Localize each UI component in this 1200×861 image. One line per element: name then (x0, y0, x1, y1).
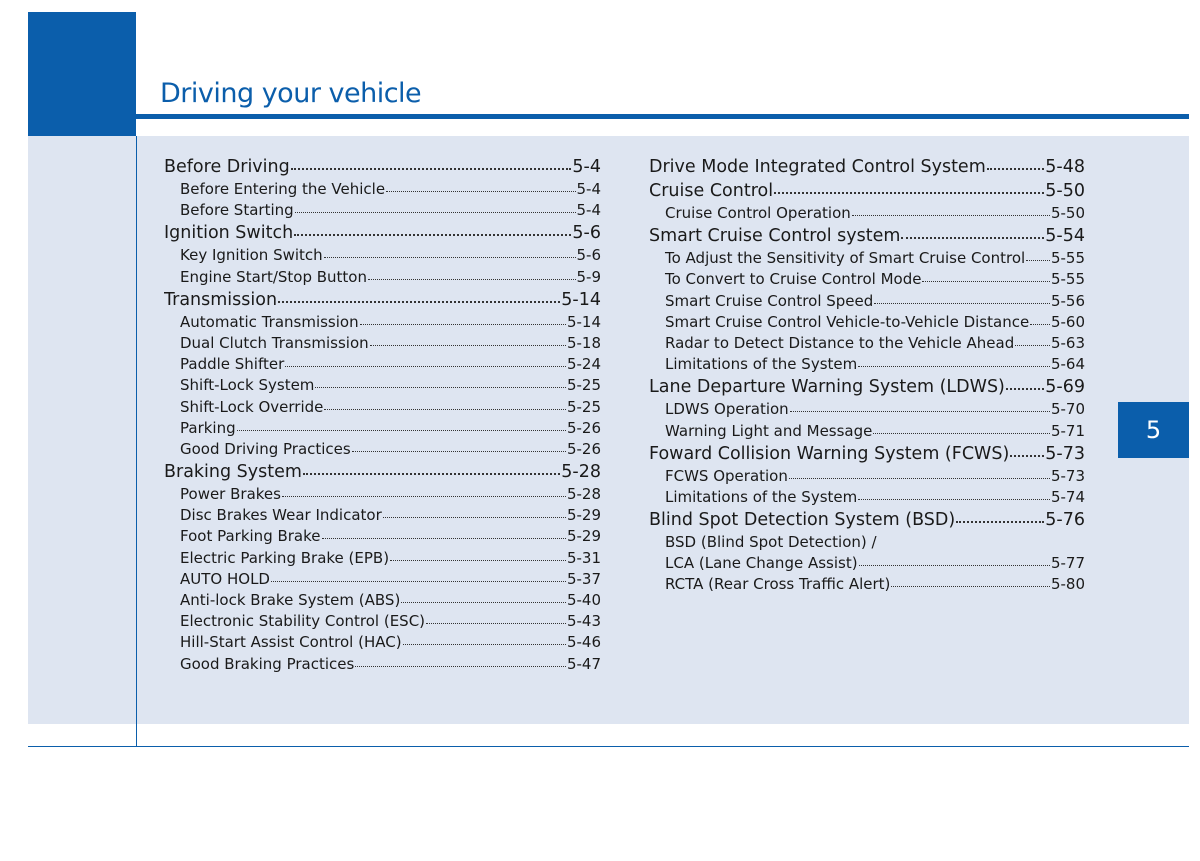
toc-entry-page-number: 5-50 (1050, 204, 1085, 222)
toc-entry-page-number: 5-14 (561, 289, 601, 310)
dot-leader (874, 303, 1050, 304)
toc-entry-page-number: 5-77 (1050, 554, 1085, 573)
dot-leader (922, 281, 1050, 282)
toc-entry-page-number: 5-6 (576, 246, 601, 265)
toc-entry-label: Automatic Transmission (180, 312, 359, 331)
toc-subsection-entry[interactable] (164, 245, 601, 266)
toc-entry-label: Smart Cruise Control Speed (665, 291, 874, 310)
toc-entry-page-number: 5-50 (1045, 181, 1085, 201)
toc-subsection-entry[interactable] (164, 526, 601, 547)
dot-leader (858, 499, 1050, 500)
toc-entry-label: Ignition Switch (164, 223, 294, 244)
toc-subsection-entry[interactable] (164, 654, 601, 675)
toc-entry-label: Transmission (164, 289, 278, 310)
toc-entry-page-number: 5-80 (1050, 575, 1085, 594)
dot-leader (295, 212, 576, 213)
dot-leader (987, 168, 1045, 170)
toc-entry-label: Limitations of the System (665, 487, 858, 506)
toc-entry-page-number: 5-70 (1050, 400, 1085, 419)
toc-subsection-entry[interactable] (649, 399, 1085, 420)
toc-subsection-entry[interactable] (649, 553, 1085, 574)
dot-leader (383, 517, 566, 518)
toc-subsection-entry[interactable] (164, 312, 601, 333)
toc-entry-page-number: 5-28 (561, 462, 601, 483)
toc-entry-page-number: 5-31 (566, 548, 601, 567)
toc-subsection-entry[interactable] (649, 532, 1085, 553)
toc-subsection-entry[interactable] (164, 418, 601, 439)
dot-leader (282, 496, 566, 497)
toc-entry-page-number: 5-25 (566, 397, 601, 416)
toc-subsection-entry[interactable] (649, 574, 1085, 595)
toc-subsection-entry[interactable] (649, 248, 1085, 269)
toc-entry-page-number: 5-55 (1050, 249, 1085, 268)
toc-section-entry[interactable] (649, 224, 1085, 248)
toc-subsection-entry[interactable] (164, 548, 601, 569)
toc-entry-label: AUTO HOLD (180, 569, 270, 588)
toc-entry-label: Warning Light and Message (665, 421, 873, 440)
dot-leader (1026, 260, 1050, 261)
toc-entry-label: Anti-lock Brake System (ABS) (180, 591, 401, 609)
dot-leader (774, 192, 1044, 194)
toc-left-column (164, 155, 601, 675)
dot-leader (401, 602, 566, 603)
dot-leader (1030, 324, 1050, 325)
dot-leader (303, 473, 560, 475)
toc-subsection-entry[interactable] (164, 590, 601, 611)
toc-entry-page-number: 5-73 (1045, 443, 1085, 464)
toc-subsection-entry[interactable] (164, 354, 601, 375)
toc-section-entry[interactable] (649, 508, 1085, 532)
dot-leader (1015, 345, 1050, 346)
toc-subsection-entry[interactable] (164, 632, 601, 653)
toc-entry-page-number: 5-73 (1050, 466, 1085, 485)
toc-entry-label: Good Braking Practices (180, 654, 355, 673)
toc-entry-page-number: 5-29 (566, 506, 601, 525)
toc-entry-page-number: 5-25 (566, 376, 601, 395)
toc-entry-page-number: 5-26 (566, 439, 601, 458)
toc-section-entry[interactable] (164, 288, 601, 312)
toc-section-entry[interactable] (649, 375, 1085, 399)
toc-entry-page-number: 5-24 (566, 355, 601, 374)
dot-leader (278, 301, 560, 303)
footer-divider (28, 746, 1189, 747)
toc-subsection-entry[interactable] (649, 421, 1085, 442)
toc-entry-label: Disc Brakes Wear Indicator (180, 506, 382, 525)
toc-entry-page-number: 5-29 (566, 527, 601, 546)
chapter-tab[interactable]: 5 (1118, 402, 1189, 458)
toc-subsection-entry[interactable] (649, 269, 1085, 290)
toc-entry-page-number: 5-56 (1050, 291, 1085, 310)
toc-subsection-entry[interactable] (164, 397, 601, 418)
toc-subsection-entry[interactable] (649, 354, 1085, 375)
toc-entry-label: LDWS Operation (665, 400, 789, 419)
toc-section-entry[interactable] (164, 221, 601, 245)
dot-leader (858, 366, 1050, 367)
toc-entry-page-number: 5-14 (566, 312, 601, 331)
toc-subsection-entry[interactable] (649, 312, 1085, 333)
dot-leader (285, 366, 566, 367)
toc-entry-page-number: 5-43 (566, 612, 601, 631)
dot-leader (370, 345, 566, 346)
toc-entry-page-number: 5-40 (566, 591, 601, 609)
toc-entry-label: LCA (Lane Change Assist) (665, 554, 858, 573)
toc-entry-page-number: 5-28 (566, 485, 601, 504)
toc-entry-page-number: 5-48 (1045, 157, 1085, 177)
toc-entry-page-number: 5-47 (566, 654, 601, 673)
toc-entry-label: Engine Start/Stop Button (180, 267, 367, 286)
dot-leader (426, 623, 566, 624)
toc-subsection-entry[interactable] (164, 484, 601, 505)
header-color-block (28, 12, 136, 136)
dot-leader (355, 666, 566, 667)
toc-subsection-entry[interactable] (649, 466, 1085, 487)
toc-entry-page-number: 5-37 (566, 569, 601, 588)
dot-leader (237, 430, 566, 431)
toc-entry-label: Dual Clutch Transmission (180, 333, 369, 352)
toc-subsection-entry[interactable] (649, 203, 1085, 224)
toc-entry-label: Cruise Control (649, 181, 774, 201)
toc-entry-page-number: 5-9 (576, 267, 601, 286)
toc-entry-label: To Adjust the Sensitivity of Smart Cruise Control (665, 249, 1026, 268)
toc-subsection-entry[interactable] (164, 439, 601, 460)
toc-entry-label: Shift-Lock System (180, 376, 315, 395)
toc-entry-label: Drive Mode Integrated Control System (649, 157, 986, 177)
toc-right-column (649, 155, 1085, 596)
toc-subsection-entry[interactable] (164, 505, 601, 526)
toc-entry-label: Braking System (164, 462, 302, 483)
toc-entry-label: Foot Parking Brake (180, 527, 321, 546)
toc-entry-page-number: 5-69 (1045, 377, 1085, 398)
dot-leader (873, 433, 1050, 434)
toc-entry-label: Electric Parking Brake (EPB) (180, 548, 390, 567)
toc-entry-label: Power Brakes (180, 485, 281, 504)
dot-leader (324, 257, 576, 258)
toc-entry-page-number: 5-60 (1050, 312, 1085, 331)
toc-entry-page-number: 5-26 (566, 418, 601, 437)
toc-entry-label: Hill-Start Assist Control (HAC) (180, 633, 402, 652)
toc-entry-page-number: 5-18 (566, 333, 601, 352)
dot-leader (315, 387, 566, 388)
toc-section-entry[interactable] (649, 155, 1085, 179)
toc-entry-label: Parking (180, 418, 236, 437)
toc-entry-page-number: 5-4 (572, 157, 601, 177)
toc-subsection-entry[interactable] (164, 200, 601, 221)
toc-entry-page-number: 5-4 (576, 180, 601, 198)
dot-leader (352, 451, 566, 452)
dot-leader (291, 168, 572, 170)
toc-entry-page-number: 5-46 (566, 633, 601, 652)
dot-leader (324, 409, 566, 410)
toc-entry-label: BSD (Blind Spot Detection) / (665, 533, 877, 552)
dot-leader (891, 586, 1050, 587)
dot-leader (956, 521, 1044, 523)
margin-divider (136, 136, 137, 746)
toc-subsection-entry[interactable] (164, 179, 601, 200)
toc-entry-label: Foward Collision Warning System (FCWS) (649, 443, 1010, 464)
toc-entry-page-number: 5-71 (1050, 421, 1085, 440)
dot-leader (901, 237, 1044, 239)
toc-subsection-entry[interactable] (164, 375, 601, 396)
toc-entry-label: RCTA (Rear Cross Traffic Alert) (665, 575, 891, 594)
dot-leader (390, 560, 566, 561)
toc-subsection-entry[interactable] (164, 569, 601, 590)
dot-leader (1006, 388, 1044, 390)
toc-entry-label: Good Driving Practices (180, 439, 351, 458)
toc-entry-label: Before Starting (180, 201, 294, 220)
toc-entry-page-number: 5-63 (1050, 333, 1085, 352)
page-title: Driving your vehicle (160, 78, 422, 109)
toc-entry-label: FCWS Operation (665, 466, 788, 485)
toc-entry-label: Electronic Stability Control (ESC) (180, 612, 426, 631)
dot-leader (789, 478, 1050, 479)
toc-entry-page-number: 5-54 (1045, 226, 1085, 247)
dot-leader (360, 324, 566, 325)
toc-entry-label: Cruise Control Operation (665, 204, 851, 222)
dot-leader (403, 644, 566, 645)
toc-entry-page-number: 5-6 (572, 223, 601, 244)
toc-entry-page-number: 5-64 (1050, 355, 1085, 374)
dot-leader (852, 215, 1050, 216)
toc-entry-page-number: 5-76 (1045, 510, 1085, 531)
toc-section-entry[interactable] (164, 155, 601, 179)
dot-leader (790, 411, 1050, 412)
toc-entry-label: Blind Spot Detection System (BSD) (649, 510, 956, 531)
dot-leader (386, 191, 575, 192)
toc-entry-label: Smart Cruise Control Vehicle-to-Vehicle Distance (665, 312, 1030, 331)
toc-section-entry[interactable] (649, 442, 1085, 466)
toc-subsection-entry[interactable] (164, 333, 601, 354)
toc-entry-label: To Convert to Cruise Control Mode (665, 270, 922, 289)
dot-leader (294, 234, 571, 236)
dot-leader (1010, 455, 1044, 457)
toc-section-entry[interactable] (164, 460, 601, 484)
toc-entry-label: Limitations of the System (665, 355, 858, 374)
toc-entry-label: Before Entering the Vehicle (180, 180, 386, 198)
toc-subsection-entry[interactable] (649, 487, 1085, 508)
toc-entry-page-number: 5-74 (1050, 487, 1085, 506)
dot-leader (271, 581, 566, 582)
dot-leader (322, 538, 566, 539)
toc-entry-page-number: 5-55 (1050, 270, 1085, 289)
toc-entry-label: Paddle Shifter (180, 355, 285, 374)
toc-subsection-entry[interactable] (649, 333, 1085, 354)
toc-entry-label: Shift-Lock Override (180, 397, 324, 416)
toc-entry-label: Radar to Detect Distance to the Vehicle Ahead (665, 333, 1015, 352)
title-underline (136, 114, 1189, 119)
toc-entry-label: Key Ignition Switch (180, 246, 323, 265)
toc-subsection-entry[interactable] (164, 267, 601, 288)
toc-section-entry[interactable] (649, 179, 1085, 203)
toc-subsection-entry[interactable] (649, 291, 1085, 312)
dot-leader (859, 565, 1050, 566)
toc-entry-label: Before Driving (164, 157, 290, 177)
toc-entry-label: Lane Departure Warning System (LDWS) (649, 377, 1005, 398)
toc-subsection-entry[interactable] (164, 611, 601, 632)
toc-entry-page-number: 5-4 (576, 201, 601, 220)
dot-leader (368, 279, 576, 280)
toc-entry-label: Smart Cruise Control system (649, 226, 901, 247)
